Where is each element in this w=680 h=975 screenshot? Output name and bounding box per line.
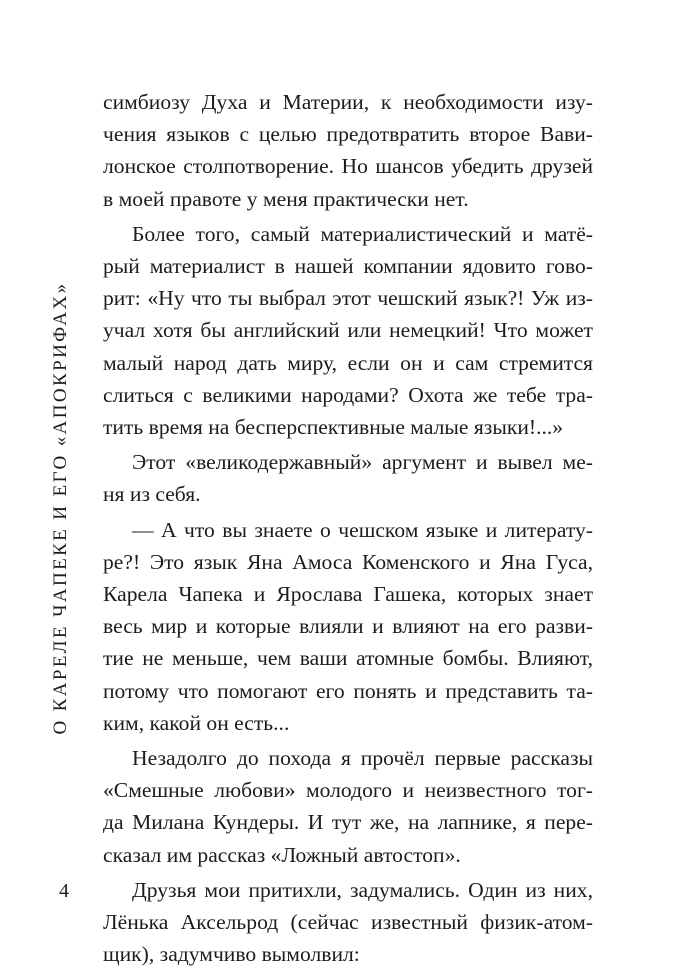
text-line: тие не меньше, чем ваши атомные бомбы. Влияют, (103, 646, 593, 671)
paragraph (103, 86, 593, 215)
text-line: Лёнька Аксельрод (сейчас известный физик-атом- (103, 910, 593, 935)
paragraph (103, 218, 593, 443)
body-text (103, 86, 593, 970)
text-line: лонское столпотворение. Но шансов убедить друзей (103, 154, 593, 179)
text-line: слиться с великими народами? Охота же тебе тра- (103, 382, 593, 407)
paragraph (103, 742, 593, 871)
text-line: Друзья мои притихли, задумались. Один из них, (132, 877, 593, 902)
paragraph (103, 446, 593, 510)
text-line: сказал им рассказ «Ложный автостоп». (103, 842, 461, 867)
text-line: малый народ дать миру, если он и сам стремится (103, 350, 593, 375)
text-line: да Милана Кундеры. И тут же, на лапнике, я пере- (103, 810, 593, 835)
text-line: ким, какой он есть... (103, 710, 290, 735)
text-line: симбиозу Духа и Материи, к необходимости изу- (103, 90, 593, 114)
text-line: щик), задумчиво вымолвил: (103, 942, 360, 967)
text-line: чения языков с целью предотвратить второе Вави- (103, 122, 593, 147)
text-line: весь мир и которые влияли и влияют на его разви- (103, 614, 593, 639)
text-line: потому что помогают его понять и представить та- (103, 678, 593, 703)
text-line: рит: «Ну что ты выбрал этот чешский язык?! Уж из- (103, 286, 593, 311)
paragraph (103, 514, 593, 739)
text-line: ре?! Это язык Яна Амоса Коменского и Яна Гуса, (103, 549, 593, 574)
text-line: Этот «великодержавный» аргумент и вывел ме- (132, 450, 593, 475)
text-line: Более того, самый материалистический и матё- (132, 221, 593, 246)
text-line: Незадолго до похода я прочёл первые рассказы (132, 746, 593, 771)
text-line: учал хотя бы английский или немецкий! Что может (103, 318, 593, 343)
text-line: ня из себя. (103, 482, 201, 507)
text-line: тить время на бесперспективные малые языки!...» (103, 415, 564, 440)
paragraph (103, 874, 593, 971)
text-line: Карела Чапека и Ярослава Гашека, которых знает (103, 582, 593, 607)
running-head-text: О КАРЕЛЕ ЧАПЕКЕ И ЕГО «АПОКРИФАХ» (50, 281, 71, 735)
text-line: — А что вы знаете о чешском языке и литерату- (132, 517, 593, 542)
text-line: в моей правоте у меня практически нет. (103, 186, 469, 211)
text-line: «Смешные любови» молодого и неизвестного тог- (103, 778, 593, 803)
text-line: рый материалист в нашей компании ядовито гово- (103, 254, 593, 279)
page-number: 4 (59, 880, 69, 902)
